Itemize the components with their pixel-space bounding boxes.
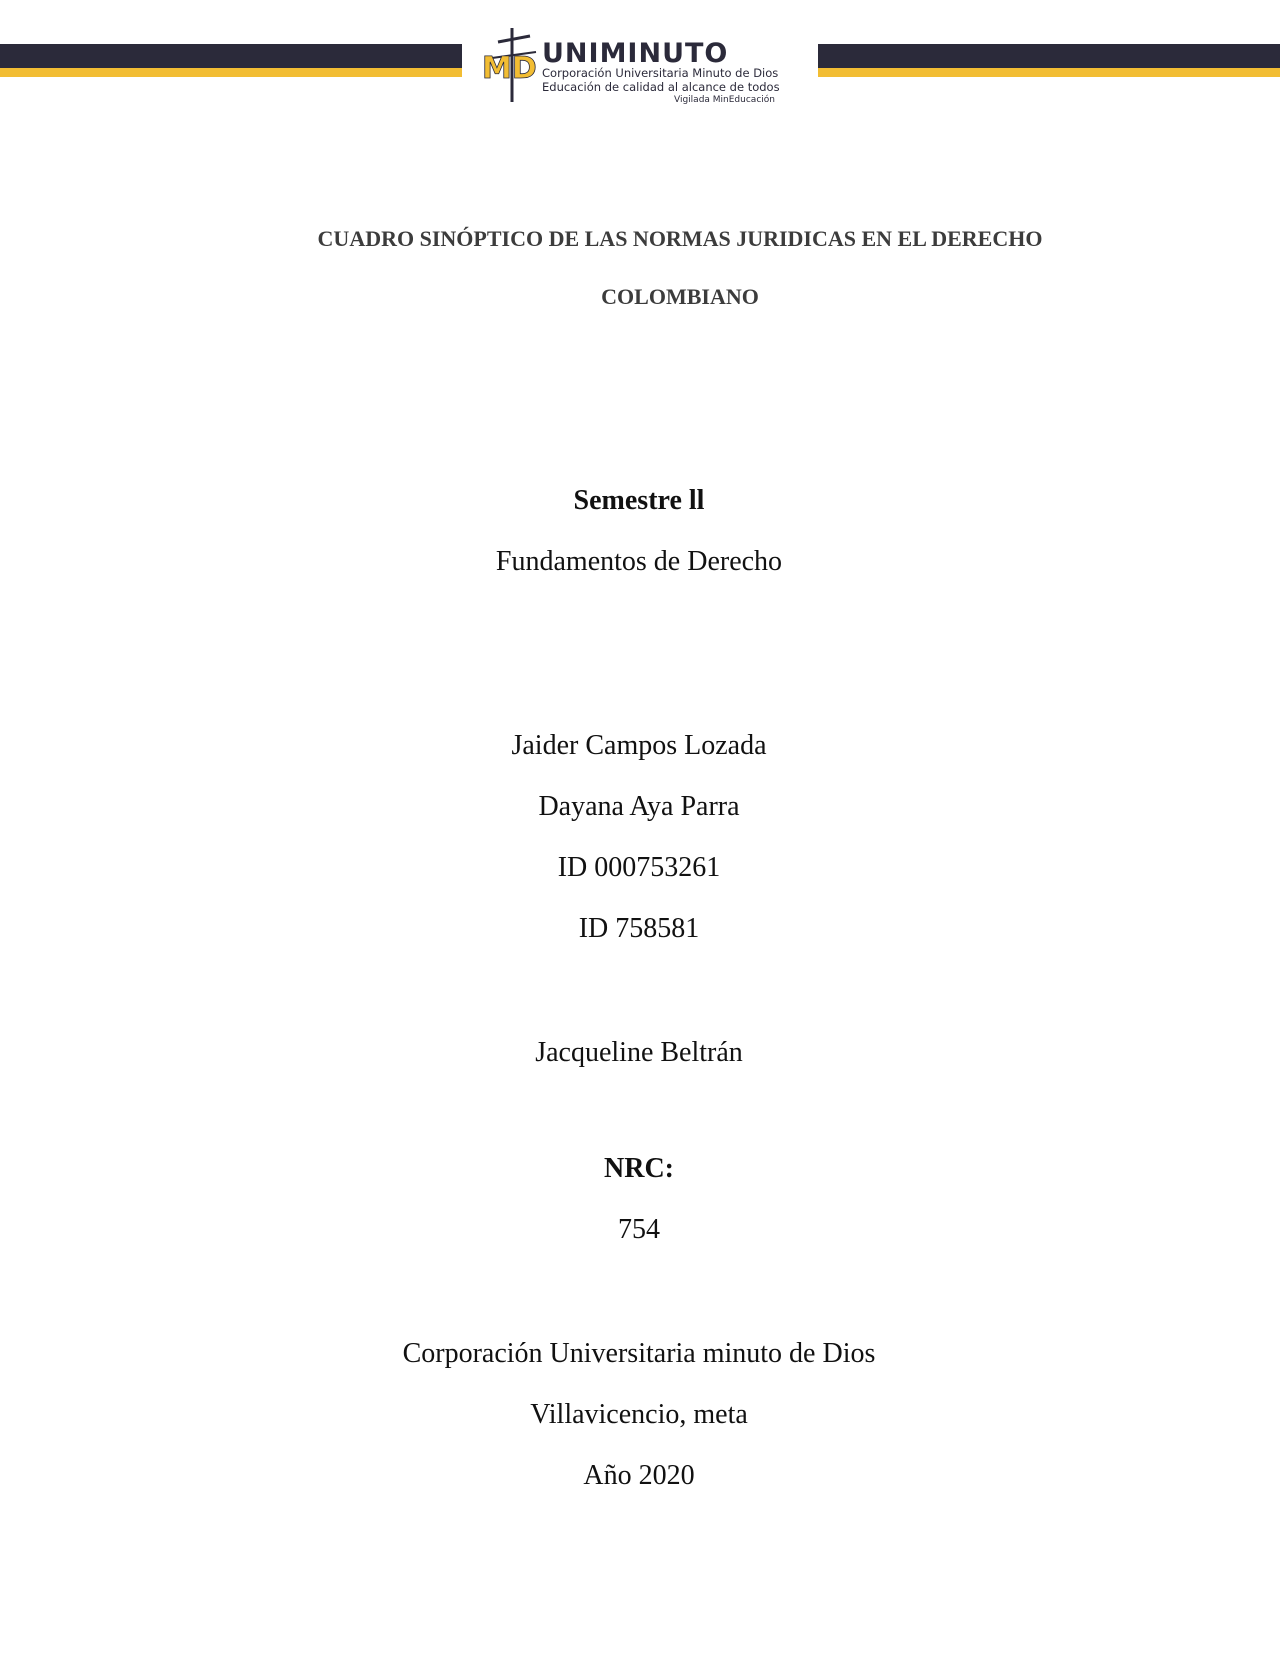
- document-title-line2: COLOMBIANO: [601, 284, 759, 309]
- header-bar-right: [818, 44, 1280, 68]
- header-bar-left: [0, 44, 462, 68]
- city: Villavicencio, meta: [530, 1399, 748, 1430]
- logo-name: UNIMINUTO: [542, 38, 729, 69]
- document-title-line1: CUADRO SINÓPTICO DE LAS NORMAS JURIDICAS EN EL DERECHO: [317, 226, 1043, 251]
- logo-subtitle-line3: Vigilada MinEducación: [674, 95, 775, 105]
- author-2: Dayana Aya Parra: [538, 791, 740, 822]
- logo-subtitle-line1: Corporación Universitaria Minuto de Dios: [542, 66, 779, 80]
- author-id-1: ID 000753261: [557, 852, 721, 883]
- logo-subtitle-line2: Educación de calidad al alcance de todos: [542, 80, 780, 94]
- institution-name: Corporación Universitaria minuto de Dios: [402, 1338, 876, 1369]
- teacher-name: Jacqueline Beltrán: [535, 1037, 743, 1068]
- nrc-value: 754: [618, 1214, 660, 1245]
- author-1: Jaider Campos Lozada: [511, 730, 767, 761]
- uniminuto-logo: [478, 22, 800, 106]
- course-name: Fundamentos de Derecho: [495, 546, 783, 577]
- logo-mark-text: MD: [482, 51, 537, 86]
- nrc-label: NRC:: [604, 1153, 674, 1184]
- year: Año 2020: [583, 1460, 695, 1491]
- semester: Semestre ll: [573, 485, 705, 516]
- uniminuto-logo-mark-icon: [478, 22, 542, 106]
- author-id-2: ID 758581: [578, 913, 700, 944]
